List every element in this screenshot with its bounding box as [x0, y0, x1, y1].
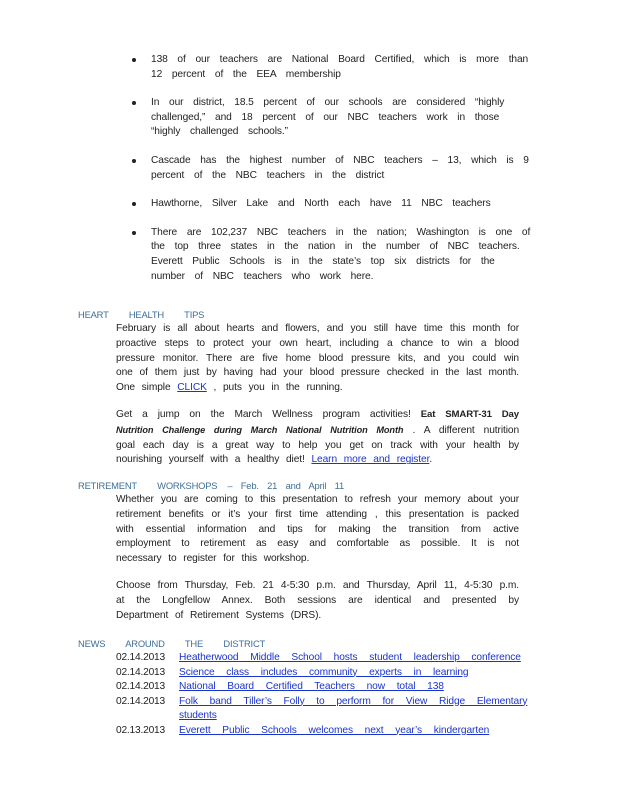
news-link[interactable]: National Board Certified Teachers now total 138 [179, 681, 444, 692]
bullet-icon [132, 231, 136, 235]
list-item [132, 154, 532, 183]
retirement-paragraph: Whether you are coming to this presentation to refresh your memory about your retirement benefits or it’s your first time attending , this presentation is packed with essential information and tips for making the transition from active employment to retirement as easy and comfortable as possible. It is not necessary to register for this workshop. [116, 494, 519, 565]
list-item [132, 53, 532, 82]
paragraph-text: Get a jump on the March Wellness program activities! [116, 408, 411, 420]
paragraph-text: , puts you in the running. [213, 382, 343, 394]
list-item [132, 197, 532, 212]
news-list [116, 651, 536, 738]
learn-more-register-link[interactable]: Learn more and register [311, 454, 430, 466]
retirement-dates: – Feb. 21 and April 11 [227, 480, 344, 491]
news-item [116, 724, 536, 739]
paragraph-text: February is all about hearts and flowers, and you still have time this month for proactive steps to protect your own heart, including a chance to win a blood pressure monitor. There are five home blood pressure kits, and you could win one of them just by having had your blood pressure checked in the last month. One simple [116, 323, 519, 394]
wellness-paragraph [116, 408, 519, 468]
news-item [116, 666, 536, 681]
news-date: 02.14.2013 [116, 666, 165, 678]
news-link[interactable]: Science class includes community experts in learning [179, 666, 469, 678]
retirement-schedule-paragraph: Choose from Thursday, Feb. 21 4-5:30 p.m. and Thursday, April 11, 4-5:30 p.m. at the Longfellow Annex. Both sessions are identical and presented by Department of Retirement Systems (DRS). [116, 579, 519, 621]
news-item [116, 680, 536, 695]
list-item-text: There are 102,237 NBC teachers in the nation; Washington is one of the top three states in the nation in the number of NBC teachers. Everett Public Schools is in the state’s top six districts for the number of NBC teachers who work here. [151, 226, 531, 282]
news-link[interactable]: Folk band Tiller’s Folly to perform for View Ridge Elementary students [179, 695, 528, 721]
list-item-text: In our district, 18.5 percent of our schools are considered “highly challenged,” and 18 percent of our NBC teachers work in those “highly challenged schools.” [151, 97, 505, 138]
nbc-facts-list [132, 53, 532, 298]
news-date: 02.14.2013 [116, 695, 165, 707]
news-date: 02.14.2013 [116, 681, 165, 692]
list-item [132, 226, 532, 284]
news-link[interactable]: Everett Public Schools welcomes next year’s kindergarten [179, 724, 490, 736]
paragraph-text: . [429, 454, 433, 466]
news-item [116, 651, 536, 666]
list-item-text: Cascade has the highest number of NBC teachers – 13, which is 9 percent of the NBC teachers in the district [151, 154, 529, 181]
news-date: 02.13.2013 [116, 724, 165, 736]
news-heading: NEWS AROUND THE DISTRICT [78, 638, 266, 649]
list-item-text: Hawthorne, Silver Lake and North each have 11 NBC teachers [151, 198, 491, 210]
heart-health-heading: HEART HEALTH TIPS [78, 309, 205, 320]
bullet-icon [132, 101, 136, 105]
retirement-heading-text: RETIREMENT WORKSHOPS [78, 480, 218, 491]
challenge-subtitle: Nutrition Challenge during March National Nutrition Month [116, 424, 404, 435]
news-item [116, 695, 536, 724]
news-date: 02.14.2013 [116, 652, 165, 663]
click-entry-link[interactable]: CLICK [177, 382, 207, 394]
retirement-heading [78, 480, 344, 492]
bullet-icon [132, 202, 136, 206]
bullet-icon [132, 159, 136, 163]
challenge-title: Eat SMART-31 Day [420, 408, 519, 420]
bullet-icon [132, 58, 136, 62]
list-item [132, 96, 532, 140]
paragraph-text: . A different nutrition goal each day is a great way to help you get on track with your health by nourishing yourself with a healthy diet! [116, 424, 520, 466]
news-link[interactable]: Heatherwood Middle School hosts student leadership conference [179, 652, 521, 663]
list-item-text: 138 of our teachers are National Board Certified, which is more than 12 percent of the EEA membership [151, 54, 529, 80]
heart-health-paragraph [116, 322, 519, 396]
retirement-section [116, 493, 519, 635]
heart-health-section [116, 322, 519, 480]
